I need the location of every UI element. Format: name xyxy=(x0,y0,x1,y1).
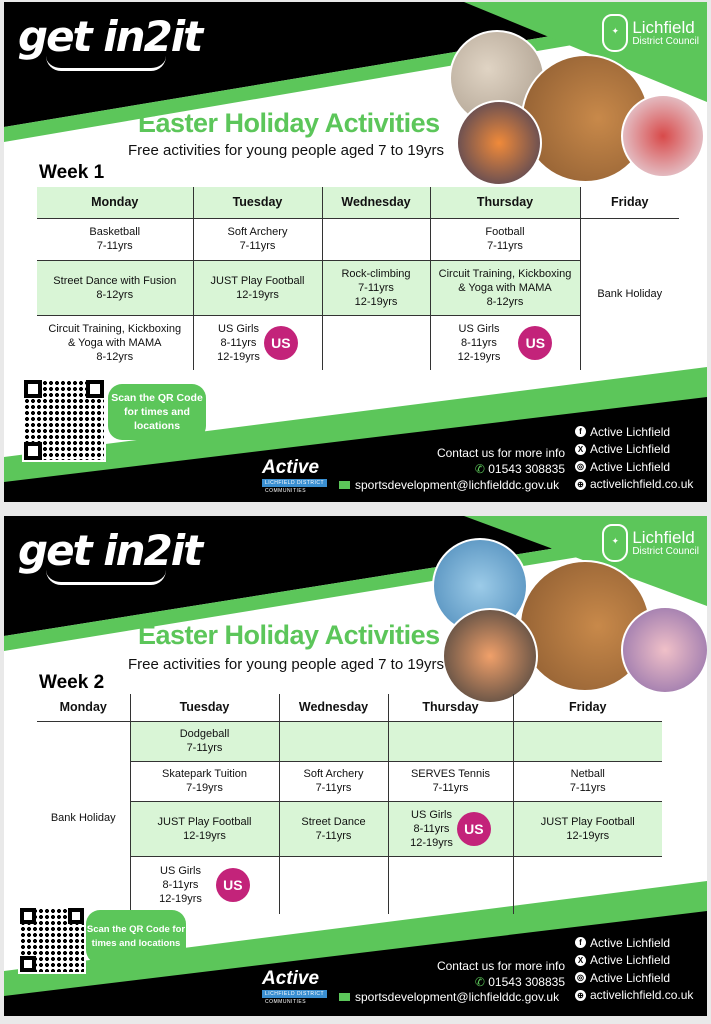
schedule-table xyxy=(37,694,662,914)
qr-code[interactable] xyxy=(22,378,106,462)
page-title: Easter Holiday Activities xyxy=(138,620,440,650)
friday-bank-holiday: Bank Holiday xyxy=(580,218,679,370)
crest-icon: ✦ xyxy=(602,524,628,562)
cell-text: US Girls 8-11yrs 12-19yrs xyxy=(457,322,501,363)
cell: JUST Play Football 12-19yrs xyxy=(513,801,662,856)
cell: Skatepark Tuition 7-19yrs xyxy=(130,761,279,801)
social-instagram[interactable] xyxy=(575,969,693,987)
cell: Street Dance with Fusion 8-12yrs xyxy=(53,274,177,301)
us-girls-badge: US xyxy=(216,868,250,902)
phone-number[interactable]: 01543 308835 xyxy=(488,975,565,989)
active-logo-sub: LICHFIELD DISTRICT xyxy=(262,990,327,998)
cell xyxy=(322,315,430,370)
phone-icon: ✆ xyxy=(474,462,485,476)
getin2it-logo xyxy=(18,12,202,61)
council-sub: District Council xyxy=(632,36,699,47)
cell: Street Dance 7-11yrs xyxy=(279,801,388,856)
cell: Soft Archery 7-11yrs xyxy=(193,218,322,260)
active-logo-sub: LICHFIELD DISTRICT xyxy=(262,479,327,487)
mail-icon xyxy=(339,481,350,489)
instagram-icon: ◎ xyxy=(575,972,586,983)
us-girls-badge: US xyxy=(457,812,491,846)
header-wednesday: Wednesday xyxy=(322,187,430,218)
photo-dance xyxy=(621,606,707,694)
header-monday: Monday xyxy=(59,700,107,715)
cell-us-girls xyxy=(430,315,580,370)
header-thursday: Thursday xyxy=(388,694,513,721)
week-label: Week 2 xyxy=(39,672,105,693)
photo-netball xyxy=(442,608,538,704)
cell: JUST Play Football 12-19yrs xyxy=(130,801,279,856)
cell xyxy=(279,721,388,761)
cell: Netball 7-11yrs xyxy=(513,761,662,801)
cell: Circuit Training, Kickboxing & Yoga with MAMA 8-12yrs xyxy=(430,260,580,315)
council-logo xyxy=(602,14,699,52)
phone-number[interactable]: 01543 308835 xyxy=(488,462,565,476)
active-logo-text: Active xyxy=(262,457,320,478)
page-title: Easter Holiday Activities xyxy=(138,108,440,138)
cell-text: US Girls 8-11yrs 12-19yrs xyxy=(159,865,202,906)
week-label: Week 1 xyxy=(39,162,105,183)
flyer-week-1 xyxy=(4,2,707,502)
cell xyxy=(279,856,388,914)
header-thursday: Thursday xyxy=(430,187,580,218)
cell: Basketball 7-11yrs xyxy=(89,226,141,252)
scan-qr-label: Scan the QR Code for times and locations xyxy=(108,384,206,440)
header-friday: Friday xyxy=(513,694,662,721)
cell xyxy=(388,856,513,914)
instagram-icon: ◎ xyxy=(575,461,586,472)
social-x[interactable] xyxy=(575,441,693,459)
social-web[interactable] xyxy=(575,476,693,494)
cell: Football 7-11yrs xyxy=(430,218,580,260)
header-friday: Friday xyxy=(580,187,679,218)
header-wednesday: Wednesday xyxy=(279,694,388,721)
cell xyxy=(513,721,662,761)
email-row[interactable] xyxy=(339,990,559,1004)
active-logo-sub2: COMMUNITIES xyxy=(265,999,307,1005)
social-label: Active Lichfield xyxy=(590,935,671,950)
photo-girls xyxy=(456,100,542,186)
facebook-icon: f xyxy=(575,937,586,948)
active-communities-logo xyxy=(262,457,327,495)
brand-text: get in2it xyxy=(18,526,202,575)
header-tuesday: Tuesday xyxy=(130,694,279,721)
social-label: activelichfield.co.uk xyxy=(590,477,694,492)
cell: Rock-climbing 7-11yrs 12-19yrs xyxy=(322,260,430,315)
email-address[interactable]: sportsdevelopment@lichfielddc.gov.uk xyxy=(355,990,560,1004)
social-label: activelichfield.co.uk xyxy=(590,988,694,1003)
email-address[interactable]: sportsdevelopment@lichfielddc.gov.uk xyxy=(355,478,560,492)
council-name: Lichfield xyxy=(632,528,695,547)
active-communities-logo xyxy=(262,968,327,1006)
cell xyxy=(388,721,513,761)
social-links xyxy=(575,423,693,493)
cell-text: US Girls 8-11yrs 12-19yrs xyxy=(410,808,453,849)
cell xyxy=(322,218,430,260)
cell-text: US Girls 8-11yrs 12-19yrs xyxy=(217,322,260,363)
page-subtitle: Free activities for young people aged 7 to 19yrs xyxy=(128,656,445,673)
us-girls-badge: US xyxy=(518,326,552,360)
page-subtitle: Free activities for young people aged 7 to 19yrs xyxy=(128,142,445,159)
contact-block xyxy=(437,446,565,476)
council-name: Lichfield xyxy=(632,18,695,37)
social-web[interactable] xyxy=(575,987,693,1005)
contact-heading: Contact us for more info xyxy=(436,446,565,460)
contact-block xyxy=(437,959,565,989)
cell-us-girls xyxy=(193,315,322,370)
contact-heading: Contact us for more info xyxy=(436,959,565,973)
globe-icon: ⊕ xyxy=(575,479,586,490)
header-monday: Monday xyxy=(91,195,139,210)
cell-us-girls xyxy=(388,801,513,856)
social-links xyxy=(575,934,693,1004)
council-sub: District Council xyxy=(632,546,699,557)
social-instagram[interactable] xyxy=(575,458,693,476)
social-label: Active Lichfield xyxy=(590,953,671,968)
social-facebook[interactable] xyxy=(575,423,693,441)
brand-text: get in2it xyxy=(18,12,202,61)
schedule-table xyxy=(37,187,679,370)
social-label: Active Lichfield xyxy=(590,459,671,474)
cell: Soft Archery 7-11yrs xyxy=(279,761,388,801)
header-tuesday: Tuesday xyxy=(193,187,322,218)
social-facebook[interactable] xyxy=(575,934,693,952)
photo-martial-arts xyxy=(621,94,705,178)
social-label: Active Lichfield xyxy=(590,970,671,985)
social-label: Active Lichfield xyxy=(590,442,671,457)
social-label: Active Lichfield xyxy=(590,424,671,439)
active-logo-text: Active xyxy=(262,968,320,989)
social-x[interactable] xyxy=(575,952,693,970)
mail-icon xyxy=(339,993,350,1001)
us-girls-badge: US xyxy=(264,326,298,360)
cell xyxy=(513,856,662,914)
cell: Dodgeball 7-11yrs xyxy=(130,721,279,761)
scan-qr-label: Scan the QR Code for times and locations xyxy=(86,910,186,964)
cell: Circuit Training, Kickboxing & Yoga with MAMA 8-12yrs xyxy=(48,322,182,363)
cell-us-girls xyxy=(130,856,279,914)
flyer-week-2 xyxy=(4,516,707,1016)
council-logo xyxy=(602,524,699,562)
monday-bank-holiday: Bank Holiday xyxy=(37,721,130,914)
email-row[interactable] xyxy=(339,478,559,492)
x-icon: X xyxy=(575,955,586,966)
facebook-icon: f xyxy=(575,426,586,437)
getin2it-logo xyxy=(18,526,202,575)
globe-icon: ⊕ xyxy=(575,990,586,1001)
x-icon: X xyxy=(575,444,586,455)
phone-icon: ✆ xyxy=(474,975,485,989)
cell: JUST Play Football 12-19yrs xyxy=(193,260,322,315)
cell: SERVES Tennis 7-11yrs xyxy=(388,761,513,801)
crest-icon: ✦ xyxy=(602,14,628,52)
active-logo-sub2: COMMUNITIES xyxy=(265,488,307,494)
qr-code[interactable] xyxy=(18,906,86,974)
